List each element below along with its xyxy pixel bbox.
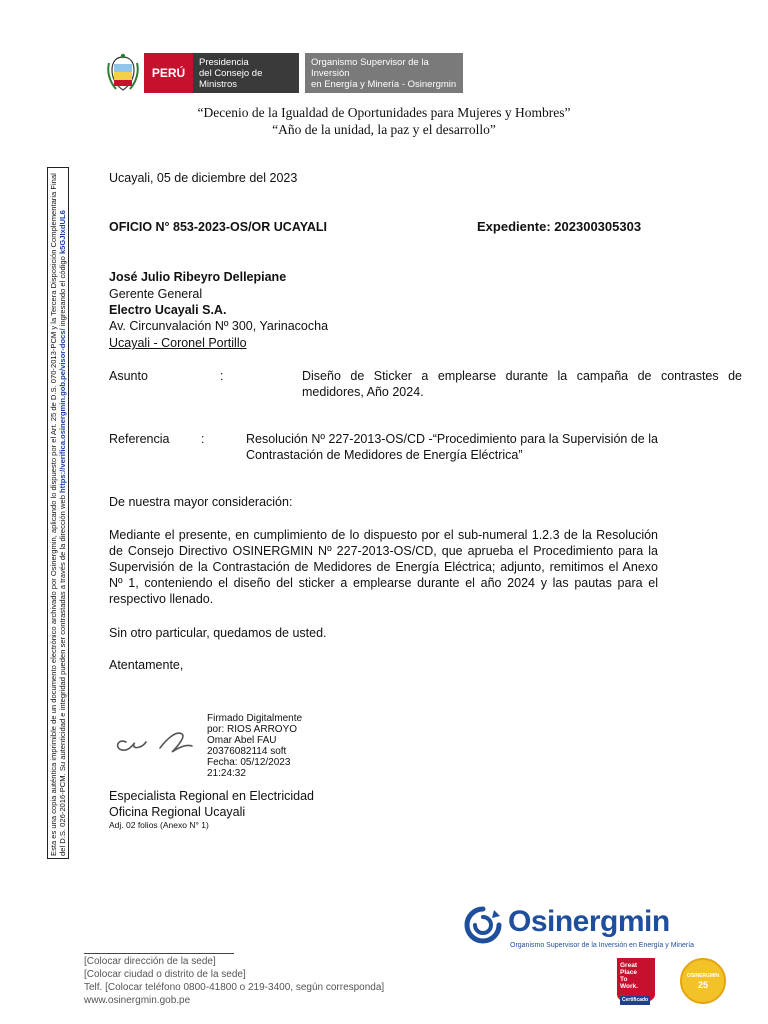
pcm-line-1: Presidencia (199, 56, 249, 68)
body-paragraph: Mediante el presente, en cumplimiento de lo dispuesto por el sub-numeral 1.2.3 de la Resolución de Consejo Directivo OSINERGMIN Nº 227-2013-OS/CD, que aprueba el Procedimiento para la Supervisión de la Contrastación de Medidores de Energía Eléctrica; adjunto, remitimos el Anexo Nº 1, conteniendo el diseño del sticker a emplearse durante el año 2024 y las pautas para el respectivo llenado. (109, 528, 658, 606)
closing-line: Sin otro particular, quedamos de usted. (109, 626, 327, 640)
gptw-certified: Certificado (622, 997, 649, 1003)
great-place-to-work-badge (617, 958, 655, 1004)
anniversary-seal (680, 958, 726, 1004)
seal-number: 25 (697, 980, 708, 990)
oficio-number: OFICIO N° 853-2023-OS/OR UCAYALI (109, 220, 328, 234)
pcm-line-2: del Consejo de Ministros (199, 67, 263, 90)
footer-city: [Colocar ciudad o distrito de la sede] (84, 969, 246, 980)
osi-line-2: en Energía y Minería - Osinergmin (311, 78, 457, 90)
verification-link[interactable]: https://verifica.osinergmin.gob.pe/visor-docs/ (58, 328, 67, 493)
recipient-name: José Julio Ribeyro Dellepiane (109, 270, 287, 284)
sign-off: Atentamente, (109, 658, 184, 672)
referencia-label: Referencia (109, 432, 170, 446)
peru-coat-of-arms-icon (106, 53, 140, 93)
recipient-city: Ucayali - Coronel Portillo (109, 336, 247, 350)
decade-motto: “Decenio de la Igualdad de Oportunidades para Mujeres y Hombres” (197, 105, 571, 120)
greeting: De nuestra mayor consideración: (109, 495, 293, 509)
gptw-line-4: Work. (620, 983, 638, 990)
osi-line-1: Organismo Supervisor de la Inversión (311, 56, 429, 79)
signer-title: Especialista Regional en Electricidad (109, 789, 314, 803)
sig-line-3: Omar Abel FAU (207, 735, 277, 746)
osinergmin-header-label (305, 53, 463, 93)
gptw-line-2: Place (620, 969, 637, 976)
verification-stamp (47, 167, 69, 859)
peru-label: PERÚ (144, 53, 193, 93)
footer-phone: Telf. [Colocar teléfono 0800-41800 o 219-3400, según corresponda] (84, 982, 385, 993)
sig-line-1: Firmado Digitalmente (207, 713, 303, 724)
sig-line-5: Fecha: 05/12/2023 (207, 757, 291, 768)
gptw-line-3: To (620, 976, 628, 983)
gptw-line-1: Great (620, 962, 637, 969)
place-date: Ucayali, 05 de diciembre del 2023 (109, 171, 298, 185)
recipient-role: Gerente General (109, 287, 203, 301)
signer-office: Oficina Regional Ucayali (109, 805, 246, 819)
asunto-text: Diseño de Sticker a emplearse durante la campaña de contrastes de medidores, Año 2024. (302, 369, 742, 399)
annex-note: Adj. 02 folios (Anexo N° 1) (109, 820, 209, 830)
asunto-label: Asunto (109, 369, 148, 383)
osinergmin-wordmark: Osinergmin (508, 905, 670, 938)
asunto-colon: : (220, 369, 224, 383)
footer-address: [Colocar dirección de la sede] (84, 956, 216, 967)
seal-top-text: OSINERGMIN (686, 973, 720, 979)
footer-website[interactable]: www.osinergmin.gob.pe (84, 995, 191, 1006)
sig-line-6: 21:24:32 (207, 768, 246, 779)
pcm-label (193, 53, 299, 93)
government-logo-strip (106, 53, 463, 93)
verification-code: k5GJIxdUL6 (58, 210, 67, 255)
year-motto: “Año de la unidad, la paz y el desarrollo” (272, 122, 496, 137)
digital-signature-block (207, 713, 302, 779)
recipient-address: Av. Circunvalación Nº 300, Yarinacocha (109, 319, 329, 333)
footer-divider (84, 953, 234, 954)
referencia-text: Resolución Nº 227-2013-OS/CD -“Procedimiento para la Supervisión de la Contrastación de Medidores de Energía Eléctrica” (246, 432, 658, 462)
stamp-code-prefix: ingresando el código (58, 256, 67, 327)
expediente-number: Expediente: 202300305303 (477, 219, 642, 234)
referencia-colon: : (201, 432, 205, 446)
osinergmin-logo-icon (464, 906, 502, 944)
recipient-company: Electro Ucayali S.A. (109, 303, 227, 317)
sig-line-4: 20376082114 soft (207, 746, 287, 757)
handwritten-signature (112, 718, 207, 768)
osinergmin-tagline: Organismo Supervisor de la Inversión en Energía y Minería (510, 942, 695, 949)
stamp-text: Esta es una copia auténtica imprimible de un documento electrónico archivado por Osinergmin, aplicando lo dispuesto por el Art. 25 de D.S. 070-2013-PCM y la Tercera Disposición Complementaria Final del D.S. 026-2016-PCM. Su autenticidad e integridad pueden ser contrastadas a través de la dirección web (49, 173, 67, 856)
sig-line-2: por: RIOS ARROYO (207, 724, 298, 735)
